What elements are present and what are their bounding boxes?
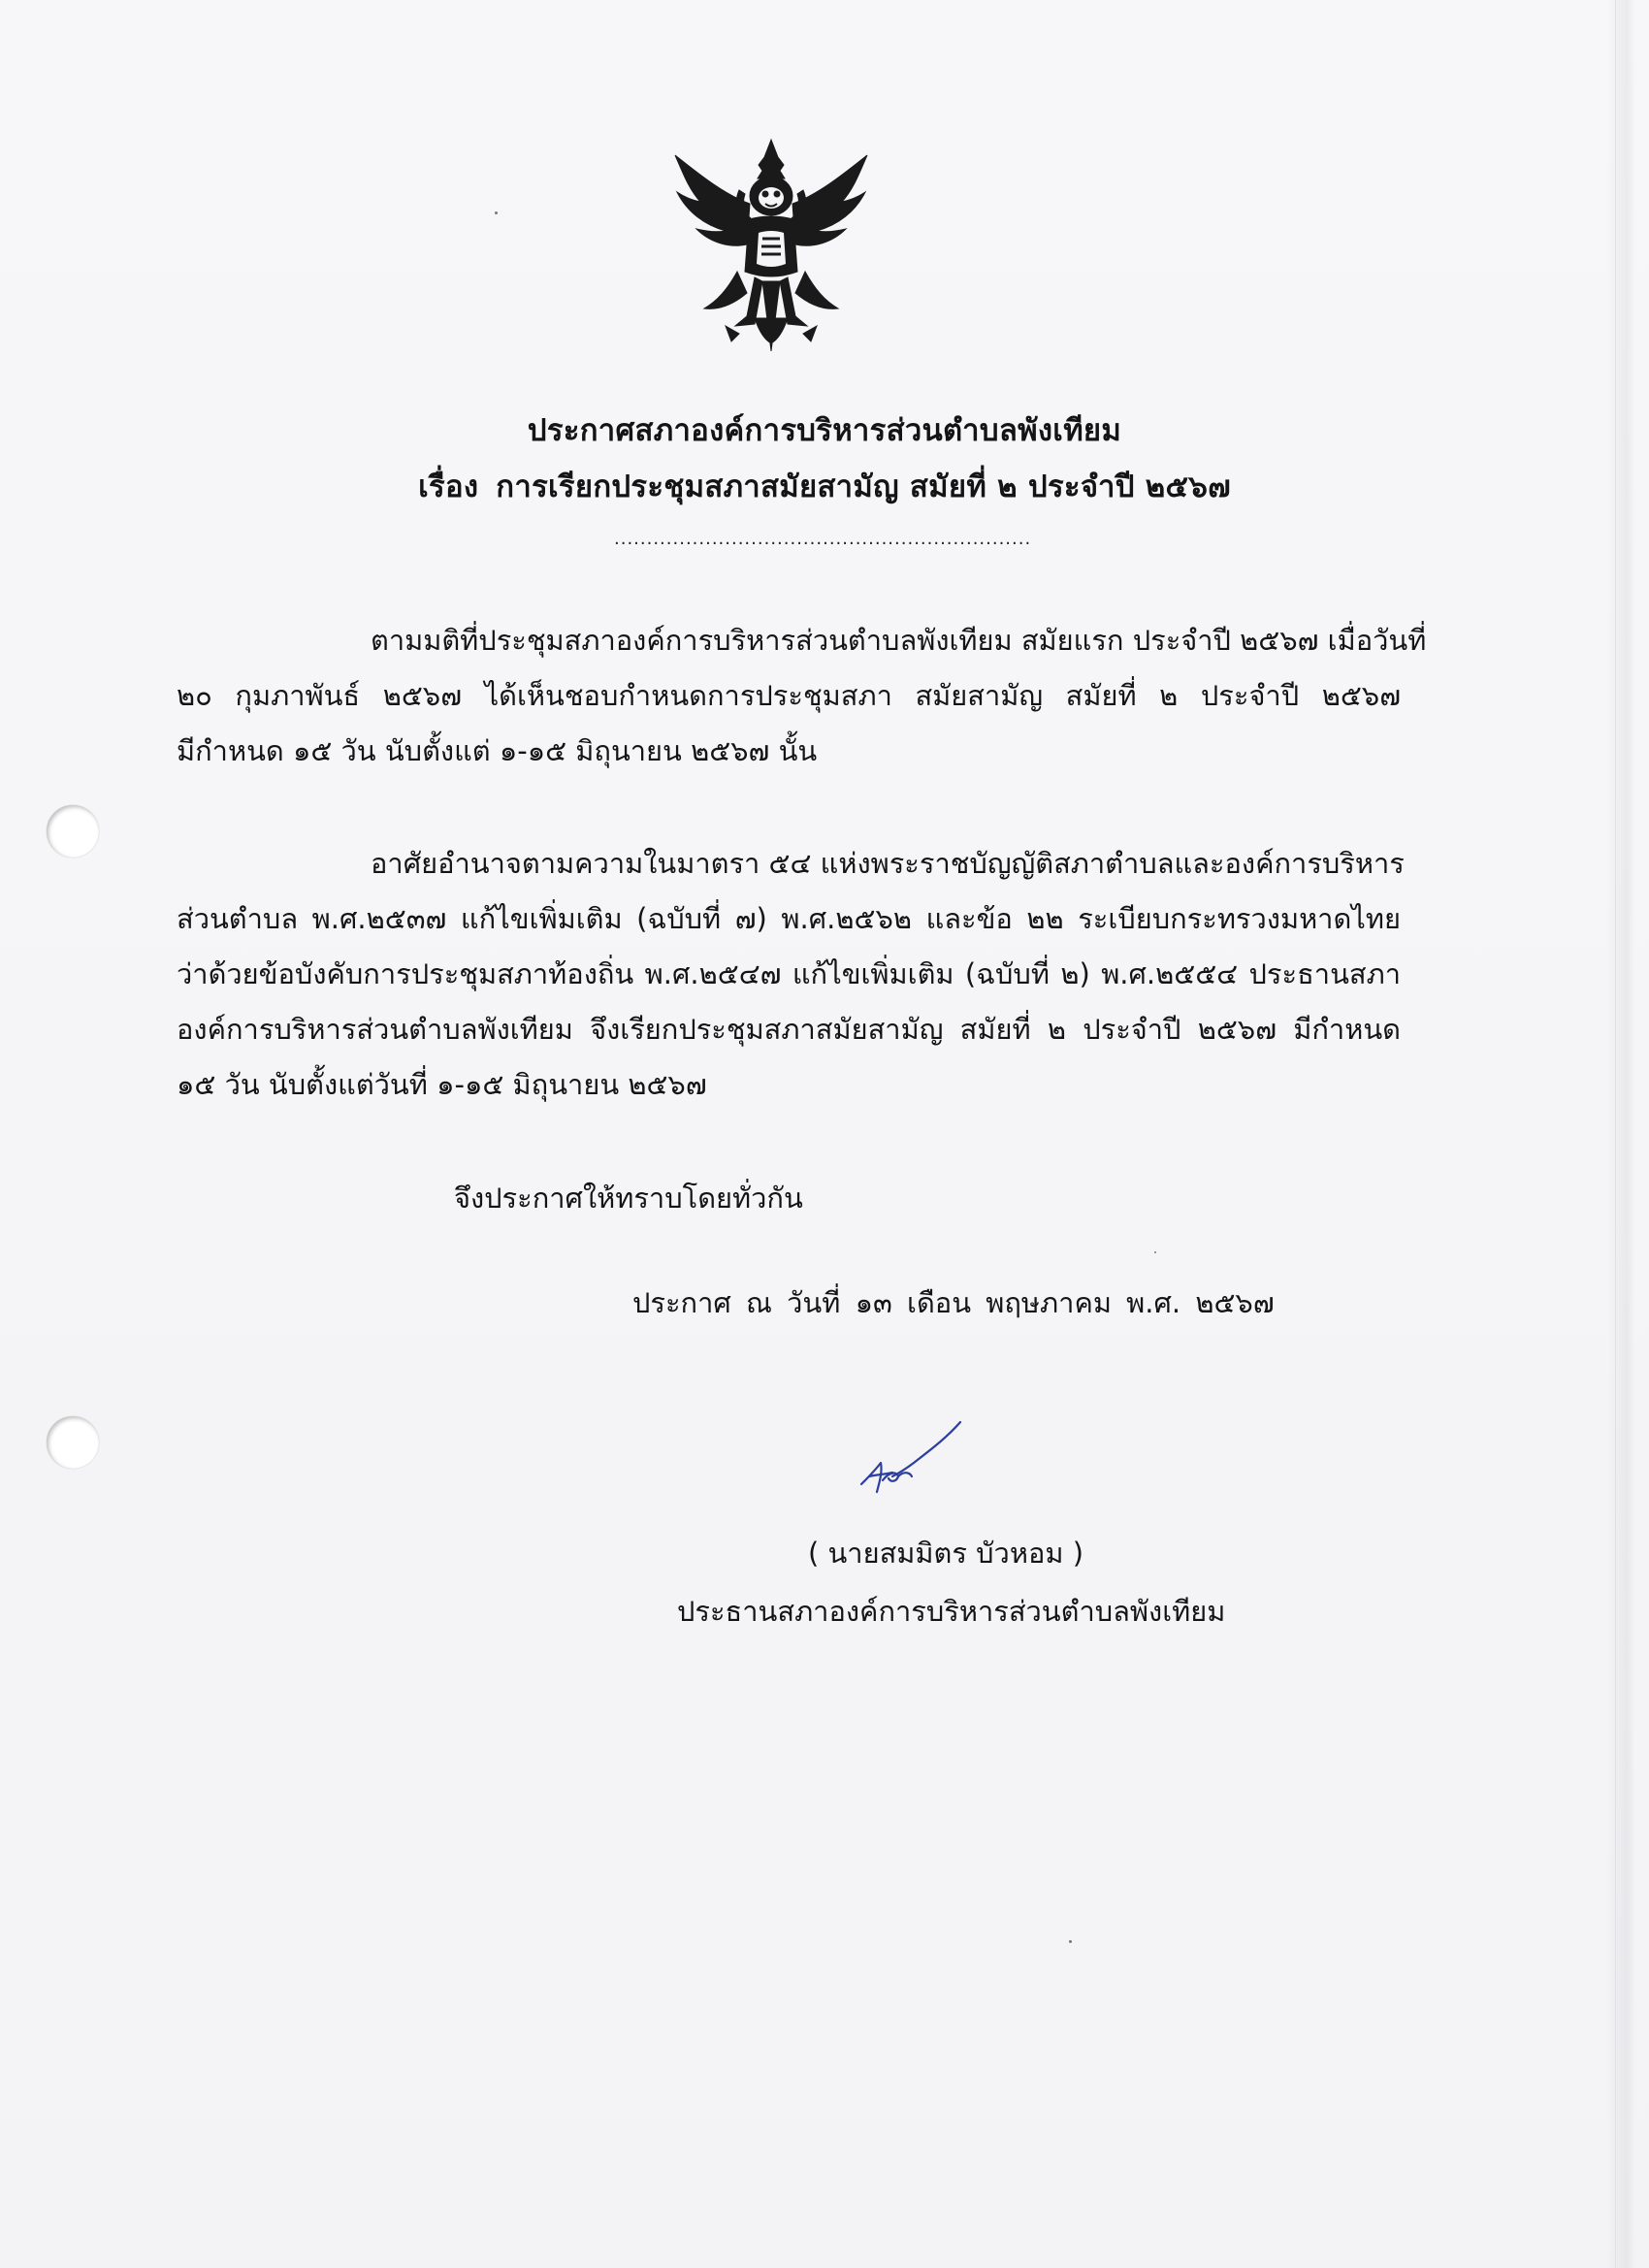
signature-scribble (854, 1416, 970, 1504)
garuda-emblem-icon (669, 136, 873, 354)
subject-prefix: เรื่อง (418, 470, 479, 504)
paragraph-1-line: ๒๐ กุมภาพันธ์ ๒๕๖๗ ได้เห็นชอบกำหนดการประชุมสภา สมัยสามัญ สมัยที่ ๒ ประจำปี ๒๕๖๗ (177, 679, 1401, 712)
scan-speck (495, 211, 498, 214)
signer-name: ( นายสมมิตร บัวหอม ) (807, 1537, 1084, 1570)
paragraph-2-line: องค์การบริหารส่วนตำบลพังเทียม จึงเรียกประชุมสภาสมัยสามัญ สมัยที่ ๒ ประจำปี ๒๕๖๗ มีกำหนด (177, 1013, 1401, 1046)
paragraph-2-line: ส่วนตำบล พ.ศ.๒๕๓๗ แก้ไขเพิ่มเติม (ฉบับที่ ๗) พ.ศ.๒๕๖๒ และข้อ ๒๒ ระเบียบกระทรวงมหาดไทย (177, 902, 1401, 935)
punch-hole-bottom (47, 1416, 99, 1469)
scan-speck (1069, 1940, 1072, 1943)
paragraph-1 (177, 613, 1427, 779)
subject-text: การเรียกประชุมสภาสมัยสามัญ สมัยที่ ๒ ประจำปี ๒๕๖๗ (496, 470, 1231, 504)
announcement-date: ประกาศ ณ วันที่ ๑๓ เดือน พฤษภาคม พ.ศ. ๒๕๖๗ (632, 1286, 1275, 1319)
paragraph-2-line: อาศัยอำนาจตามความในมาตรา ๕๔ แห่งพระราชบัญญัติสภาตำบลและองค์การบริหาร (371, 847, 1405, 880)
paragraph-1-line: มีกำหนด ๑๕ วัน นับตั้งแต่ ๑-๑๕ มิถุนายน ๒๕๖๗ นั้น (177, 734, 818, 767)
paragraph-2-line: ว่าด้วยข้อบังคับการประชุมสภาท้องถิ่น พ.ศ.๒๕๔๗ แก้ไขเพิ่มเติม (ฉบับที่ ๒) พ.ศ.๒๕๕๔ ประธานสภา (177, 957, 1401, 990)
signer-position: ประธานสภาองค์การบริหารส่วนตำบลพังเทียม (677, 1595, 1226, 1628)
scan-speck (1154, 1251, 1156, 1253)
title-separator: ................................................................ (614, 529, 1032, 549)
paragraph-2 (177, 836, 1405, 1113)
closing-statement: จึงประกาศให้ทราบโดยทั่วกัน (454, 1182, 803, 1215)
paragraph-2-line: ๑๕ วัน นับตั้งแต่วันที่ ๑-๑๕ มิถุนายน ๒๕๖๗ (177, 1068, 707, 1101)
announcement-title: ประกาศสภาองค์การบริหารส่วนตำบลพังเทียม (527, 413, 1122, 448)
announcement-subject (0, 462, 1649, 510)
page-edge-line (1615, 0, 1616, 2268)
page-edge-shadow (1606, 0, 1635, 2268)
paragraph-1-line: ตามมติที่ประชุมสภาองค์การบริหารส่วนตำบลพังเทียม สมัยแรก ประจำปี ๒๕๖๗ เมื่อวันที่ (371, 624, 1427, 657)
punch-hole-top (47, 805, 99, 858)
